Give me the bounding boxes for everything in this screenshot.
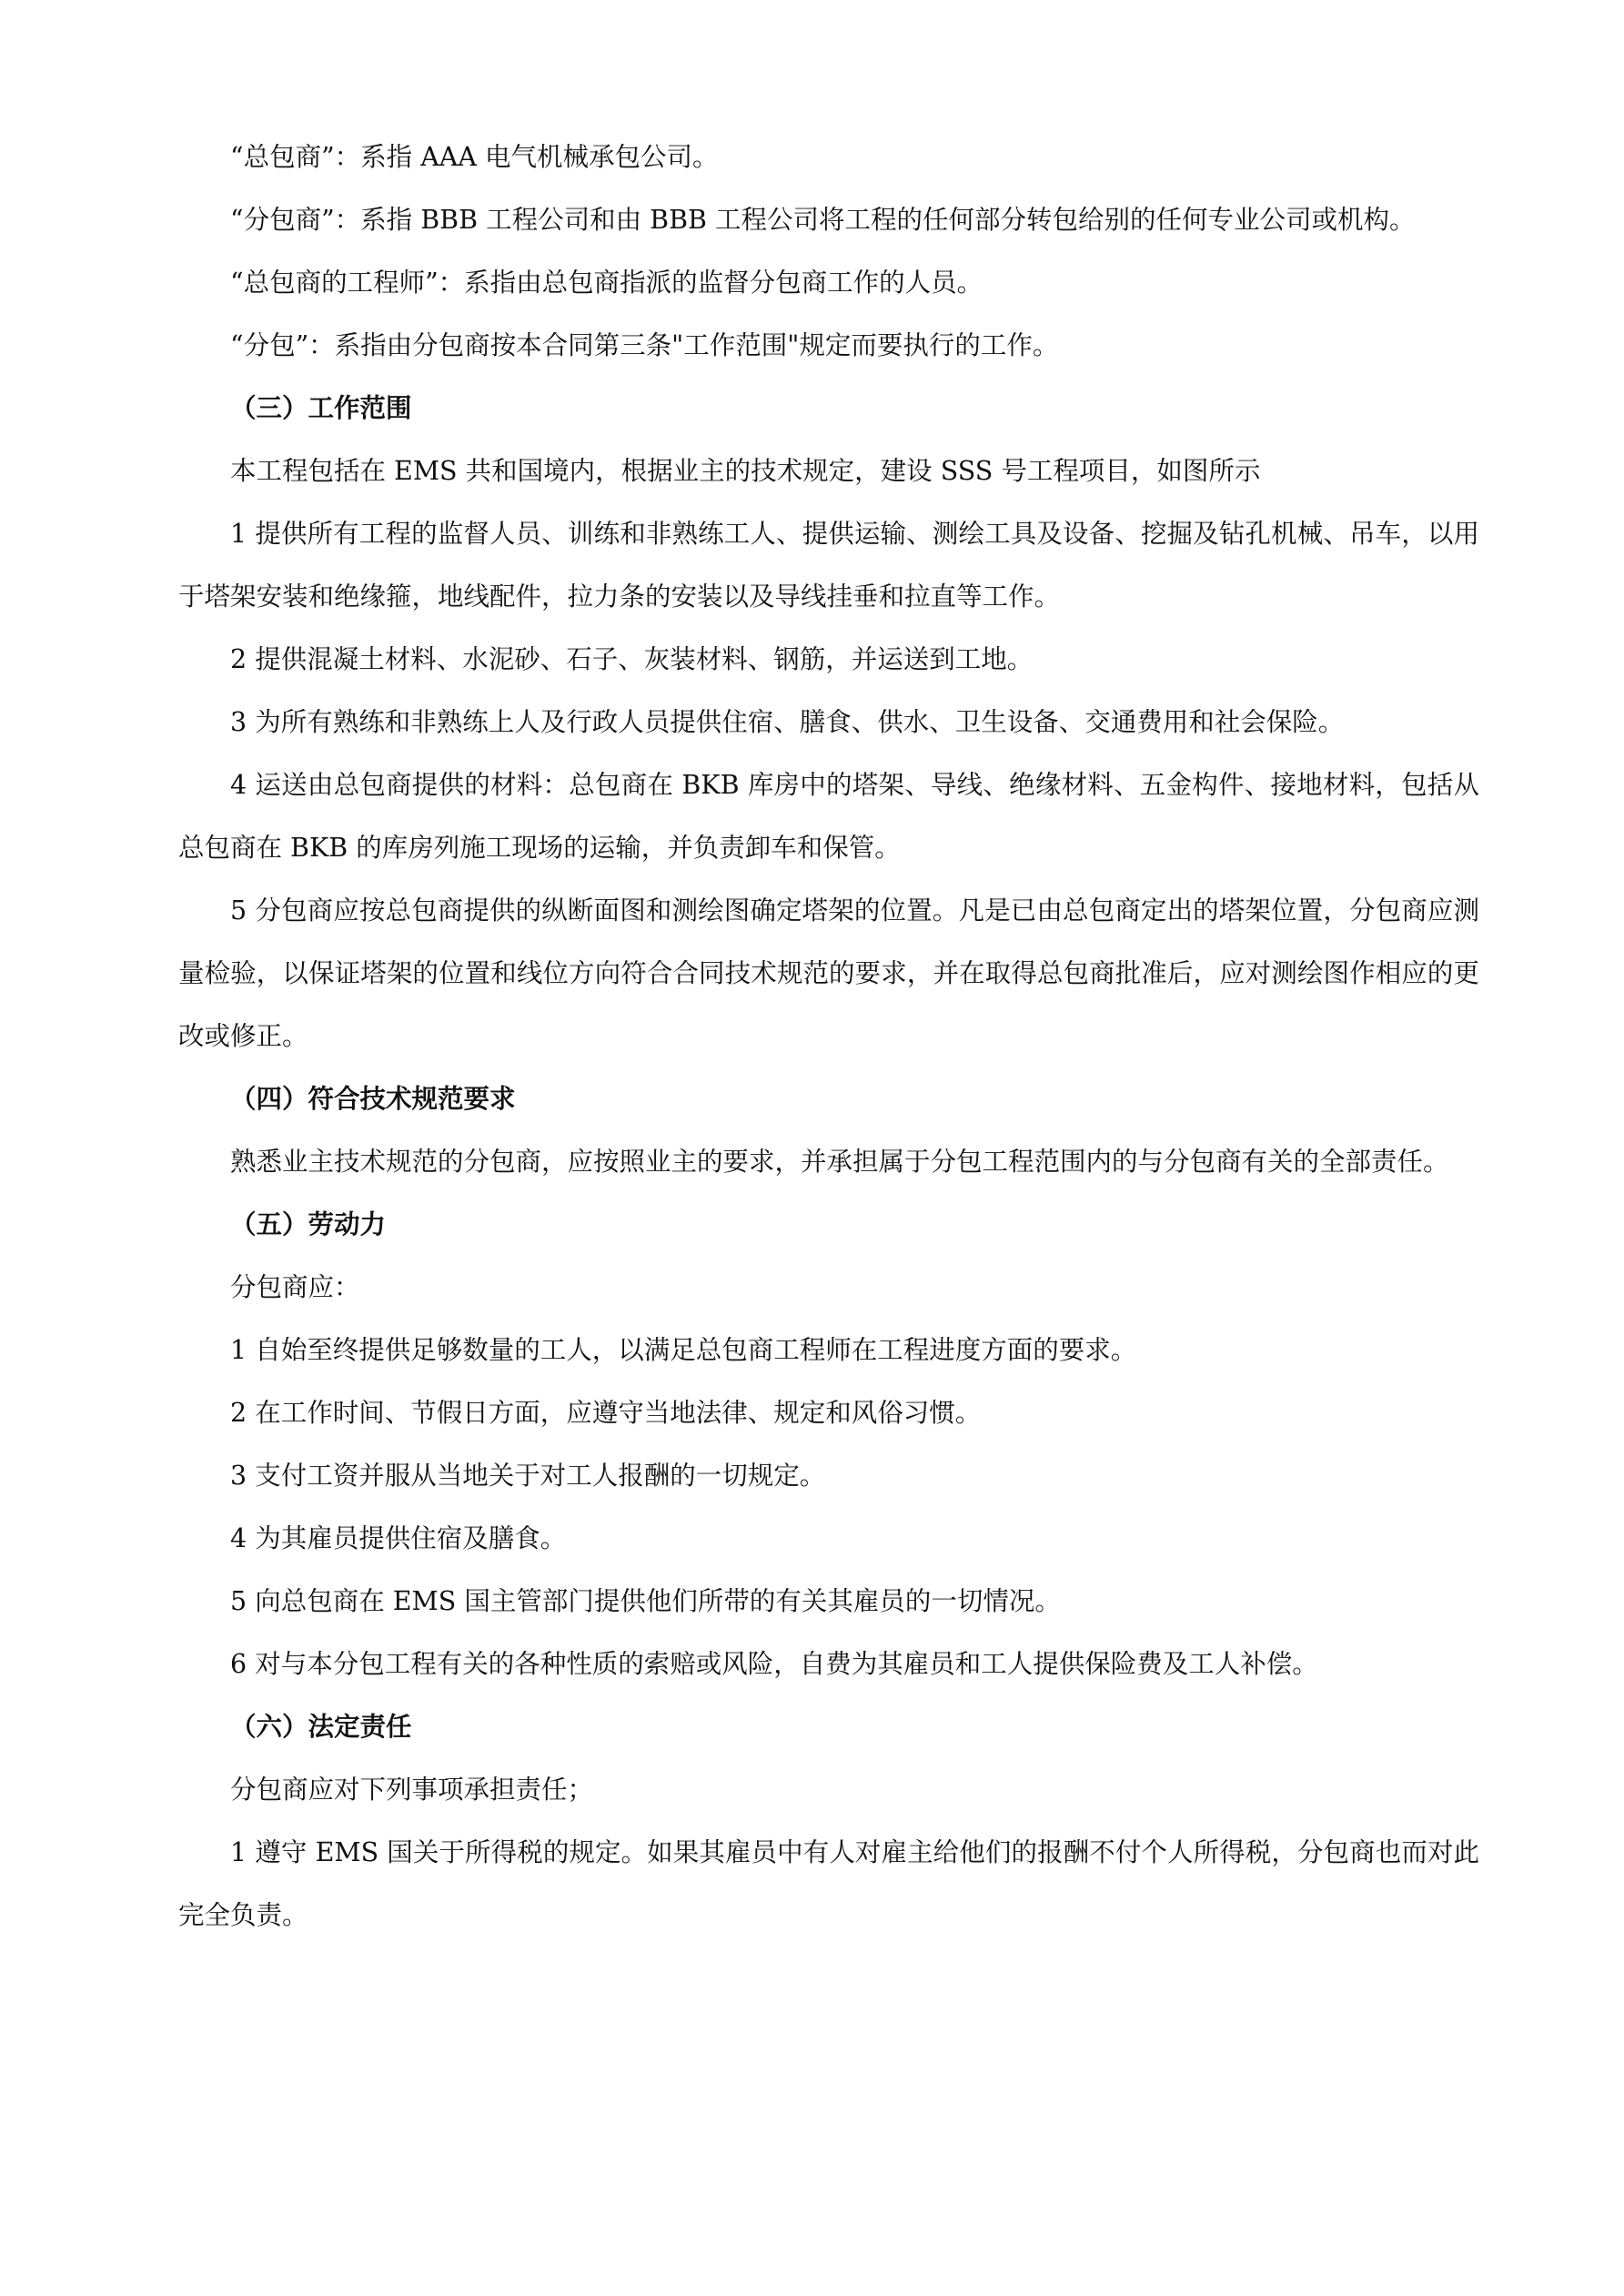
labor-item-5: 5 向总包商在 EMS 国主管部门提供他们所带的有关其雇员的一切情况。 [230, 1586, 1061, 1616]
document-body [178, 126, 1479, 1947]
section-heading-legal-liability: （六）法定责任 [230, 1711, 412, 1742]
labor-intro-paragraph: 分包商应： [230, 1272, 360, 1302]
section-heading-labor: （五）劳动力 [230, 1209, 387, 1239]
section-heading-technical-compliance: （四）符合技术规范要求 [230, 1083, 516, 1114]
labor-item-2: 2 在工作时间、节假日方面，应遵守当地法律、规定和风俗习惯。 [230, 1398, 982, 1428]
technical-compliance-paragraph: 熟悉业主技术规范的分包商，应按照业主的要求，并承担属于分包工程范围内的与分包商有关的全部责任。 [230, 1147, 1449, 1177]
scope-intro-paragraph: 本工程包括在 EMS 共和国境内，根据业主的技术规定，建设 SSS 号工程项目，如图所示 [230, 456, 1261, 486]
legal-liability-intro-paragraph: 分包商应对下列事项承担责任； [230, 1775, 594, 1805]
definition-subcontractor: “分包商”：系指 BBB 工程公司和由 BBB 工程公司将工程的任何部分转包给别的任何专业公司或机构。 [230, 205, 1416, 235]
scope-item-3: 3 为所有熟练和非熟练上人及行政人员提供住宿、膳食、供水、卫生设备、交通费用和社会保险。 [230, 707, 1345, 737]
definition-contractor-engineer: “总包商的工程师”：系指由总包商指派的监督分包商工作的人员。 [230, 268, 983, 298]
legal-liability-item-1: 1 遵守 EMS 国关于所得税的规定。如果其雇员中有人对雇主给他们的报酬不付个人所得税，分包商也而对此完全负责。 [178, 1837, 1479, 1930]
labor-item-6: 6 对与本分包工程有关的各种性质的索赔或风险，自费为其雇员和工人提供保险费及工人补偿。 [230, 1649, 1318, 1679]
definition-subcontract: “分包”：系指由分包商按本合同第三条"工作范围"规定而要执行的工作。 [230, 330, 1059, 360]
section-heading-scope-of-work: （三）工作范围 [230, 392, 412, 423]
labor-item-1: 1 自始至终提供足够数量的工人，以满足总包商工程师在工程进度方面的要求。 [230, 1335, 1137, 1365]
scope-item-4: 4 运送由总包商提供的材料：总包商在 BKB 库房中的塔架、导线、绝缘材料、五金构件、接地材料，包括从总包商在 BKB 的库房列施工现场的运输，并负责卸车和保管。 [178, 770, 1479, 863]
definition-general-contractor: “总包商”：系指 AAA 电气机械承包公司。 [230, 142, 719, 172]
scope-item-2: 2 提供混凝土材料、水泥砂、石子、灰装材料、钢筋，并运送到工地。 [230, 644, 1034, 674]
scope-item-5: 5 分包商应按总包商提供的纵断面图和测绘图确定塔架的位置。凡是已由总包商定出的塔架位置，分包商应测量检验，以保证塔架的位置和线位方向符合合同技术规范的要求，并在取得总包商批准后，应对测绘图作相应的更改或修正。 [178, 895, 1479, 1051]
scope-item-1: 1 提供所有工程的监督人员、训练和非熟练工人、提供运输、测绘工具及设备、挖掘及钻孔机械、吊车，以用于塔架安装和绝缘箍，地线配件，拉力条的安装以及导线挂垂和拉直等工作。 [178, 519, 1479, 612]
labor-item-4: 4 为其雇员提供住宿及膳食。 [230, 1523, 567, 1553]
labor-item-3: 3 支付工资并服从当地关于对工人报酬的一切规定。 [230, 1461, 826, 1491]
